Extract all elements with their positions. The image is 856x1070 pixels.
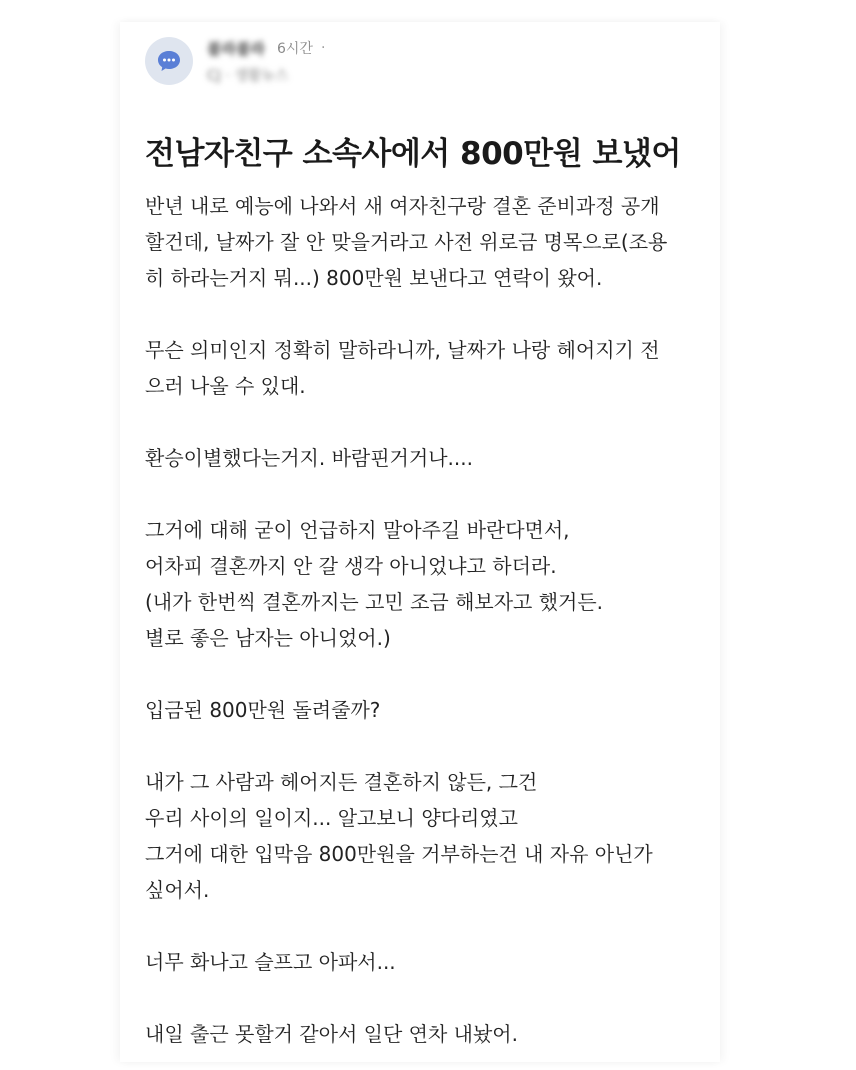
- post-line: 내일 출근 못할거 같아서 일단 연차 내놨어.: [145, 1022, 518, 1046]
- post-line: 환승이별했다는거지. 바람핀거거나....: [145, 446, 473, 470]
- post-line: 너무 화나고 슬프고 아파서...: [145, 950, 396, 974]
- post-line: 싶어서.: [145, 878, 210, 902]
- post-paragraph: [145, 1016, 710, 1052]
- post-line: 그거에 대해 굳이 언급하지 말아주길 바란다면서,: [145, 518, 570, 542]
- author-name[interactable]: 블라블라: [207, 39, 265, 58]
- post-line: 우리 사이의 일이지... 알고보니 양다리였고: [145, 806, 518, 830]
- separator-dot: ·: [320, 40, 326, 56]
- post-line: (내가 한번씩 결혼까지는 고민 조금 해보자고 했거든.: [145, 590, 604, 614]
- post-line: 할건데, 날짜가 잘 안 맞을거라고 사전 위로금 명목으로(조용: [145, 230, 668, 254]
- post-paragraph: [145, 332, 710, 404]
- post-paragraph: [145, 764, 710, 908]
- post-line: 어차피 결혼까지 안 갈 생각 아니었냐고 하더라.: [145, 554, 557, 578]
- post-title: 전남자친구 소속사에서 800만원 보냈어: [145, 136, 681, 172]
- header-row: [207, 37, 325, 59]
- post-line: 히 하라는거지 뭐...) 800만원 보낸다고 연락이 왔어.: [145, 266, 603, 290]
- post-line: 반년 내로 예능에 나와서 새 여자친구랑 결혼 준비과정 공개: [145, 194, 660, 218]
- post-line: 무슨 의미인지 정확히 말하라니까, 날짜가 나랑 헤어지기 전: [145, 338, 660, 362]
- avatar[interactable]: [145, 37, 193, 85]
- post-paragraph: [145, 188, 710, 296]
- post-line: 내가 그 사람과 헤어지든 결혼하지 않든, 그건: [145, 770, 538, 794]
- chat-bubble-icon: [156, 49, 182, 73]
- post-paragraph: [145, 944, 710, 980]
- post-line: 그거에 대한 입막음 800만원을 거부하는건 내 자유 아닌가: [145, 842, 653, 866]
- post-body: [145, 188, 710, 1070]
- post-line: 으러 나올 수 있대.: [145, 374, 306, 398]
- post-paragraph: [145, 512, 710, 656]
- author-company: CJ · 생활뉴스: [207, 68, 289, 84]
- post-header: [145, 36, 325, 86]
- post-paragraph: [145, 692, 710, 728]
- post-line: 별로 좋은 남자는 아니었어.): [145, 626, 391, 650]
- post-time: 6시간: [276, 41, 313, 57]
- post-paragraph: [145, 440, 710, 476]
- header-meta: [207, 37, 325, 85]
- post-line: 입금된 800만원 돌려줄까?: [145, 698, 381, 722]
